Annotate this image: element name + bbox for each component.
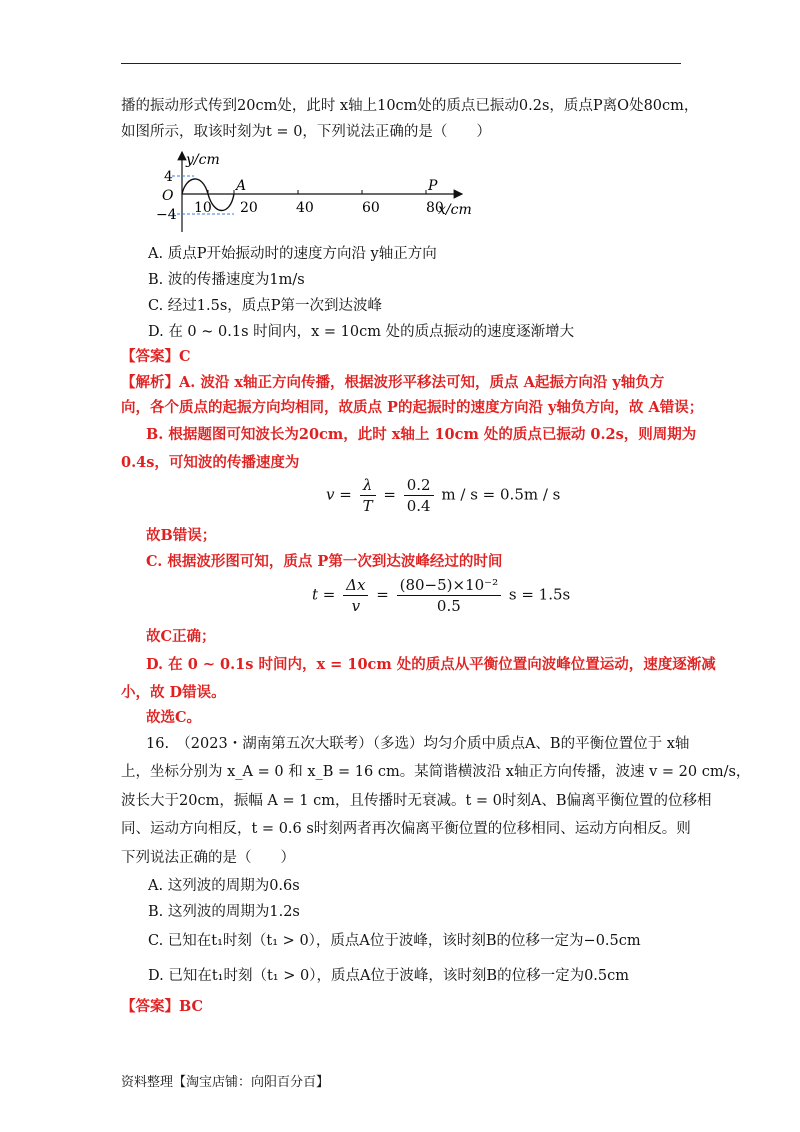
x-tick-60: 60	[362, 200, 380, 216]
q16-stem-line3: 波长大于20cm，振幅 A = 1 cm，且传播时无衰减。t = 0时刻A、B偏离平衡位置的位移相	[121, 793, 712, 809]
q15-option-c: C. 经过1.5s，质点P第一次到达波峰	[148, 298, 383, 314]
q15-analysis-d-line2: 小，故 D错误。	[121, 684, 226, 701]
q16-stem-line5: 下列说法正确的是（ ）	[121, 850, 295, 866]
q15-option-a: A. 质点P开始振动时的速度方向沿 y轴正方向	[148, 246, 437, 262]
q16-option-c: C. 已知在t₁时刻（t₁ > 0），质点A位于波峰，该时刻B的位移一定为−0.5cm	[148, 933, 641, 949]
q15-stem-line2: 如图所示，取该时刻为t = 0，下列说法正确的是（ ）	[121, 124, 491, 140]
q16-stem-line4: 同、运动方向相反，t = 0.6 s时刻两者再次偏离平衡位置的位移相同、运动方向相反。则	[121, 821, 691, 837]
x-axis-label: x/cm	[438, 202, 472, 218]
q15-c-conclusion: 故C正确；	[146, 628, 216, 645]
x-tick-40: 40	[296, 200, 314, 216]
y-tick-neg4: −4	[156, 207, 177, 223]
equation-speed: v = $\frac{\lambda}{T}$ = $\frac{0.2}{0.4}$ m / s = 0.5m / s	[326, 476, 561, 515]
point-a-label: A	[236, 178, 247, 194]
q16-stem-line2: 上，坐标分别为 x_A = 0 和 x_B = 16 cm。某简谐横波沿 x轴正方向传播，波速 v = 20 cm/s，	[121, 764, 751, 780]
footer-source: 资料整理【淘宝店铺：向阳百分百】	[121, 1075, 330, 1090]
q15-analysis-b-line1: B. 根据题图可知波长为20cm，此时 x轴上 10cm 处的质点已振动 0.2s，则周期为	[146, 426, 697, 443]
q15-analysis-b-line2: 0.4s，可知波的传播速度为	[121, 454, 300, 471]
q16-answer: 【答案】BC	[121, 998, 204, 1015]
q15-stem-line1: 播的振动形式传到20cm处，此时 x轴上10cm处的质点已振动0.2s，质点P离O处80cm，	[121, 98, 699, 114]
q16-option-d: D. 已知在t₁时刻（t₁ > 0），质点A位于波峰，该时刻B的位移一定为0.5cm	[148, 968, 630, 984]
q16-stem-line1: 16. （2023・湖南第五次大联考）（多选）均匀介质中质点A、B的平衡位置位于 x轴	[146, 736, 690, 752]
q15-analysis-c-line1: C. 根据波形图可知，质点 P第一次到达波峰经过的时间	[146, 553, 503, 570]
point-p-label: P	[428, 178, 438, 194]
q15-option-b: B. 波的传播速度为1m/s	[148, 272, 305, 288]
origin-label: O	[162, 188, 174, 204]
x-tick-10: 10	[194, 200, 212, 216]
q15-analysis-a-line2: 向，各个质点的起振方向均相同，故质点 P的起振时的速度方向沿 y轴负方向，故 A错误；	[121, 399, 704, 416]
wave-figure	[150, 148, 490, 238]
q15-analysis-d-line1: D. 在 0 ~ 0.1s 时间内，x = 10cm 处的质点从平衡位置向波峰位置运动，速度逐渐减	[146, 656, 716, 673]
q15-answer: 【答案】C	[121, 348, 191, 365]
y-tick-4: 4	[164, 169, 173, 185]
q15-option-d: D. 在 0 ~ 0.1s 时间内，x = 10cm 处的质点振动的速度逐渐增大	[148, 324, 575, 340]
header-rule	[121, 63, 681, 64]
q16-option-b: B. 这列波的周期为1.2s	[148, 904, 300, 920]
q16-option-a: A. 这列波的周期为0.6s	[148, 878, 300, 894]
y-axis-label: y/cm	[186, 152, 220, 168]
q15-b-conclusion: 故B错误；	[146, 527, 217, 544]
q15-analysis-a-line1: 【解析】A. 波沿 x轴正方向传播，根据波形平移法可知，质点 A起振方向沿 y轴负方	[121, 374, 665, 391]
q15-final: 故选C。	[146, 709, 202, 726]
equation-time: t = $\frac{\Delta x}{v}$ = $\frac{\text{(80−5)×10⁻²}}{0.5}$ s = 1.5s	[312, 576, 571, 615]
x-tick-20: 20	[240, 200, 258, 216]
x-tick-80: 80	[426, 200, 444, 216]
